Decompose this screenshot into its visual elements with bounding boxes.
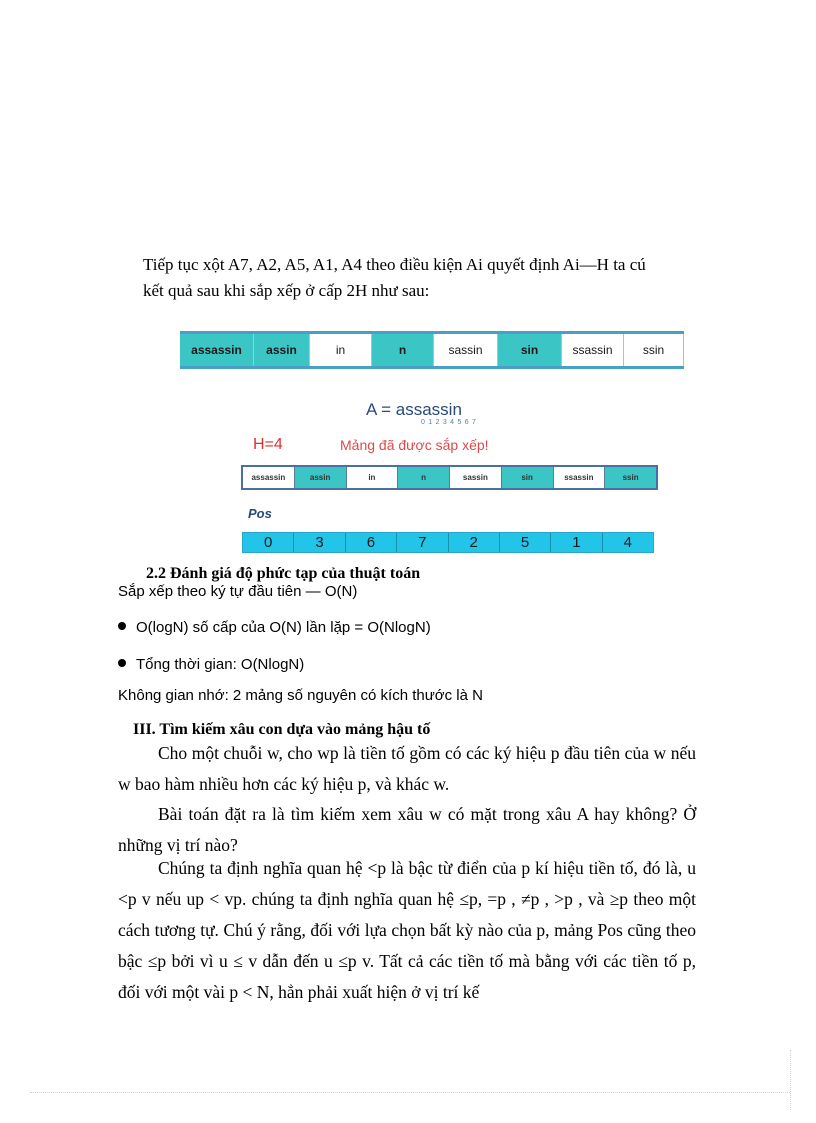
suffix-cell: ssin <box>605 467 656 488</box>
suffix-cell: in <box>347 467 399 488</box>
suffix-cell: ssassin <box>554 467 606 488</box>
pos-cell: 7 <box>397 533 448 552</box>
sorted-suffix-bar-diagram <box>241 465 658 490</box>
paragraph: Chúng ta định nghĩa quan hệ <p là bậc từ điển của p kí hiệu tiền tố, đó là, u <p v nếu up < vp. chúng ta định nghĩa quan hệ ≤p, =p , ≠p , >p , và ≥p theo một cách tương tự. Chú ý rằng, đối với lựa chọn bất kỳ nào của p, mảng Pos cũng theo bậc ≤p bởi vì u ≤ v dẫn đến u ≤p v. Tất cả các tiền tố mà bằng với các tiền tố p, đối với một vài p < N, hẳn phải xuất hiện ở vị trí kế <box>118 858 696 1002</box>
pos-label: Pos <box>248 506 272 521</box>
suffix-cell: n <box>398 467 450 488</box>
suffix-cell: assassin <box>180 334 254 366</box>
pos-array-bar <box>242 532 654 553</box>
intro-line-2: kết quả sau khi sắp xếp ở cấp 2H như sau: <box>143 281 430 300</box>
bullet-item <box>118 619 431 636</box>
suffix-cell: in <box>310 334 372 366</box>
pos-cell: 4 <box>623 534 632 551</box>
suffix-cell: sin <box>498 334 562 366</box>
paragraph: Bài toán đặt ra là tìm kiếm xem xâu w có mặt trong xâu A hay không? Ở những vị trí nào? <box>118 804 696 855</box>
section-heading-3: III. Tìm kiếm xâu con dựa vào mảng hậu tố <box>133 721 431 738</box>
page-border <box>30 1092 790 1093</box>
pos-cell: 2 <box>449 533 500 552</box>
intro-line-1: Tiếp tục xột A7, A2, A5, A1, A4 theo điều kiện Ai quyết định Ai—H ta cú <box>143 255 646 274</box>
string-indices: 01234567 <box>421 419 480 426</box>
complexity-line: Sắp xếp theo ký tự đầu tiên — O(N) <box>118 583 358 600</box>
memory-line: Không gian nhớ: 2 mảng số nguyên có kích thước là N <box>118 687 483 704</box>
bullet-text: Tổng thời gian: O(NlogN) <box>136 656 305 673</box>
pos-cell: 5 <box>500 533 551 552</box>
suffix-cell: sassin <box>450 467 502 488</box>
sorted-message: Mảng đã được sắp xếp! <box>340 437 489 453</box>
bullet-icon <box>118 622 126 630</box>
paragraph: Cho một chuỗi w, cho wp là tiền tố gồm có các ký hiệu p đầu tiên của w nếu w bao hàm nhiều hơn các ký hiệu p, và khác w. <box>118 743 696 794</box>
suffix-cell: n <box>372 334 434 366</box>
sorted-suffix-bar <box>180 331 684 369</box>
suffix-cell: assassin <box>243 467 295 488</box>
string-definition: A = assassin <box>366 400 462 419</box>
suffix-cell: ssin <box>624 334 684 366</box>
suffix-cell: assin <box>295 467 347 488</box>
section-heading-2-2: 2.2 Đánh giá độ phức tạp của thuật toán <box>146 565 421 582</box>
suffix-cell: sassin <box>434 334 498 366</box>
suffix-cell: assin <box>254 334 310 366</box>
pos-cell: 0 <box>243 533 294 552</box>
bullet-item <box>118 656 304 673</box>
bullet-icon <box>118 659 126 667</box>
bullet-text: O(logN) số cấp của O(N) lần lặp = O(NlogN) <box>136 619 431 636</box>
intro-paragraph <box>143 252 703 304</box>
pos-cell: 1 <box>551 533 602 552</box>
page-border <box>790 1050 791 1110</box>
h-value-label: H=4 <box>253 436 283 453</box>
pos-cell: 3 <box>294 533 345 552</box>
suffix-cell: sin <box>502 467 554 488</box>
pos-cell: 6 <box>346 533 397 552</box>
suffix-cell: ssassin <box>562 334 624 366</box>
